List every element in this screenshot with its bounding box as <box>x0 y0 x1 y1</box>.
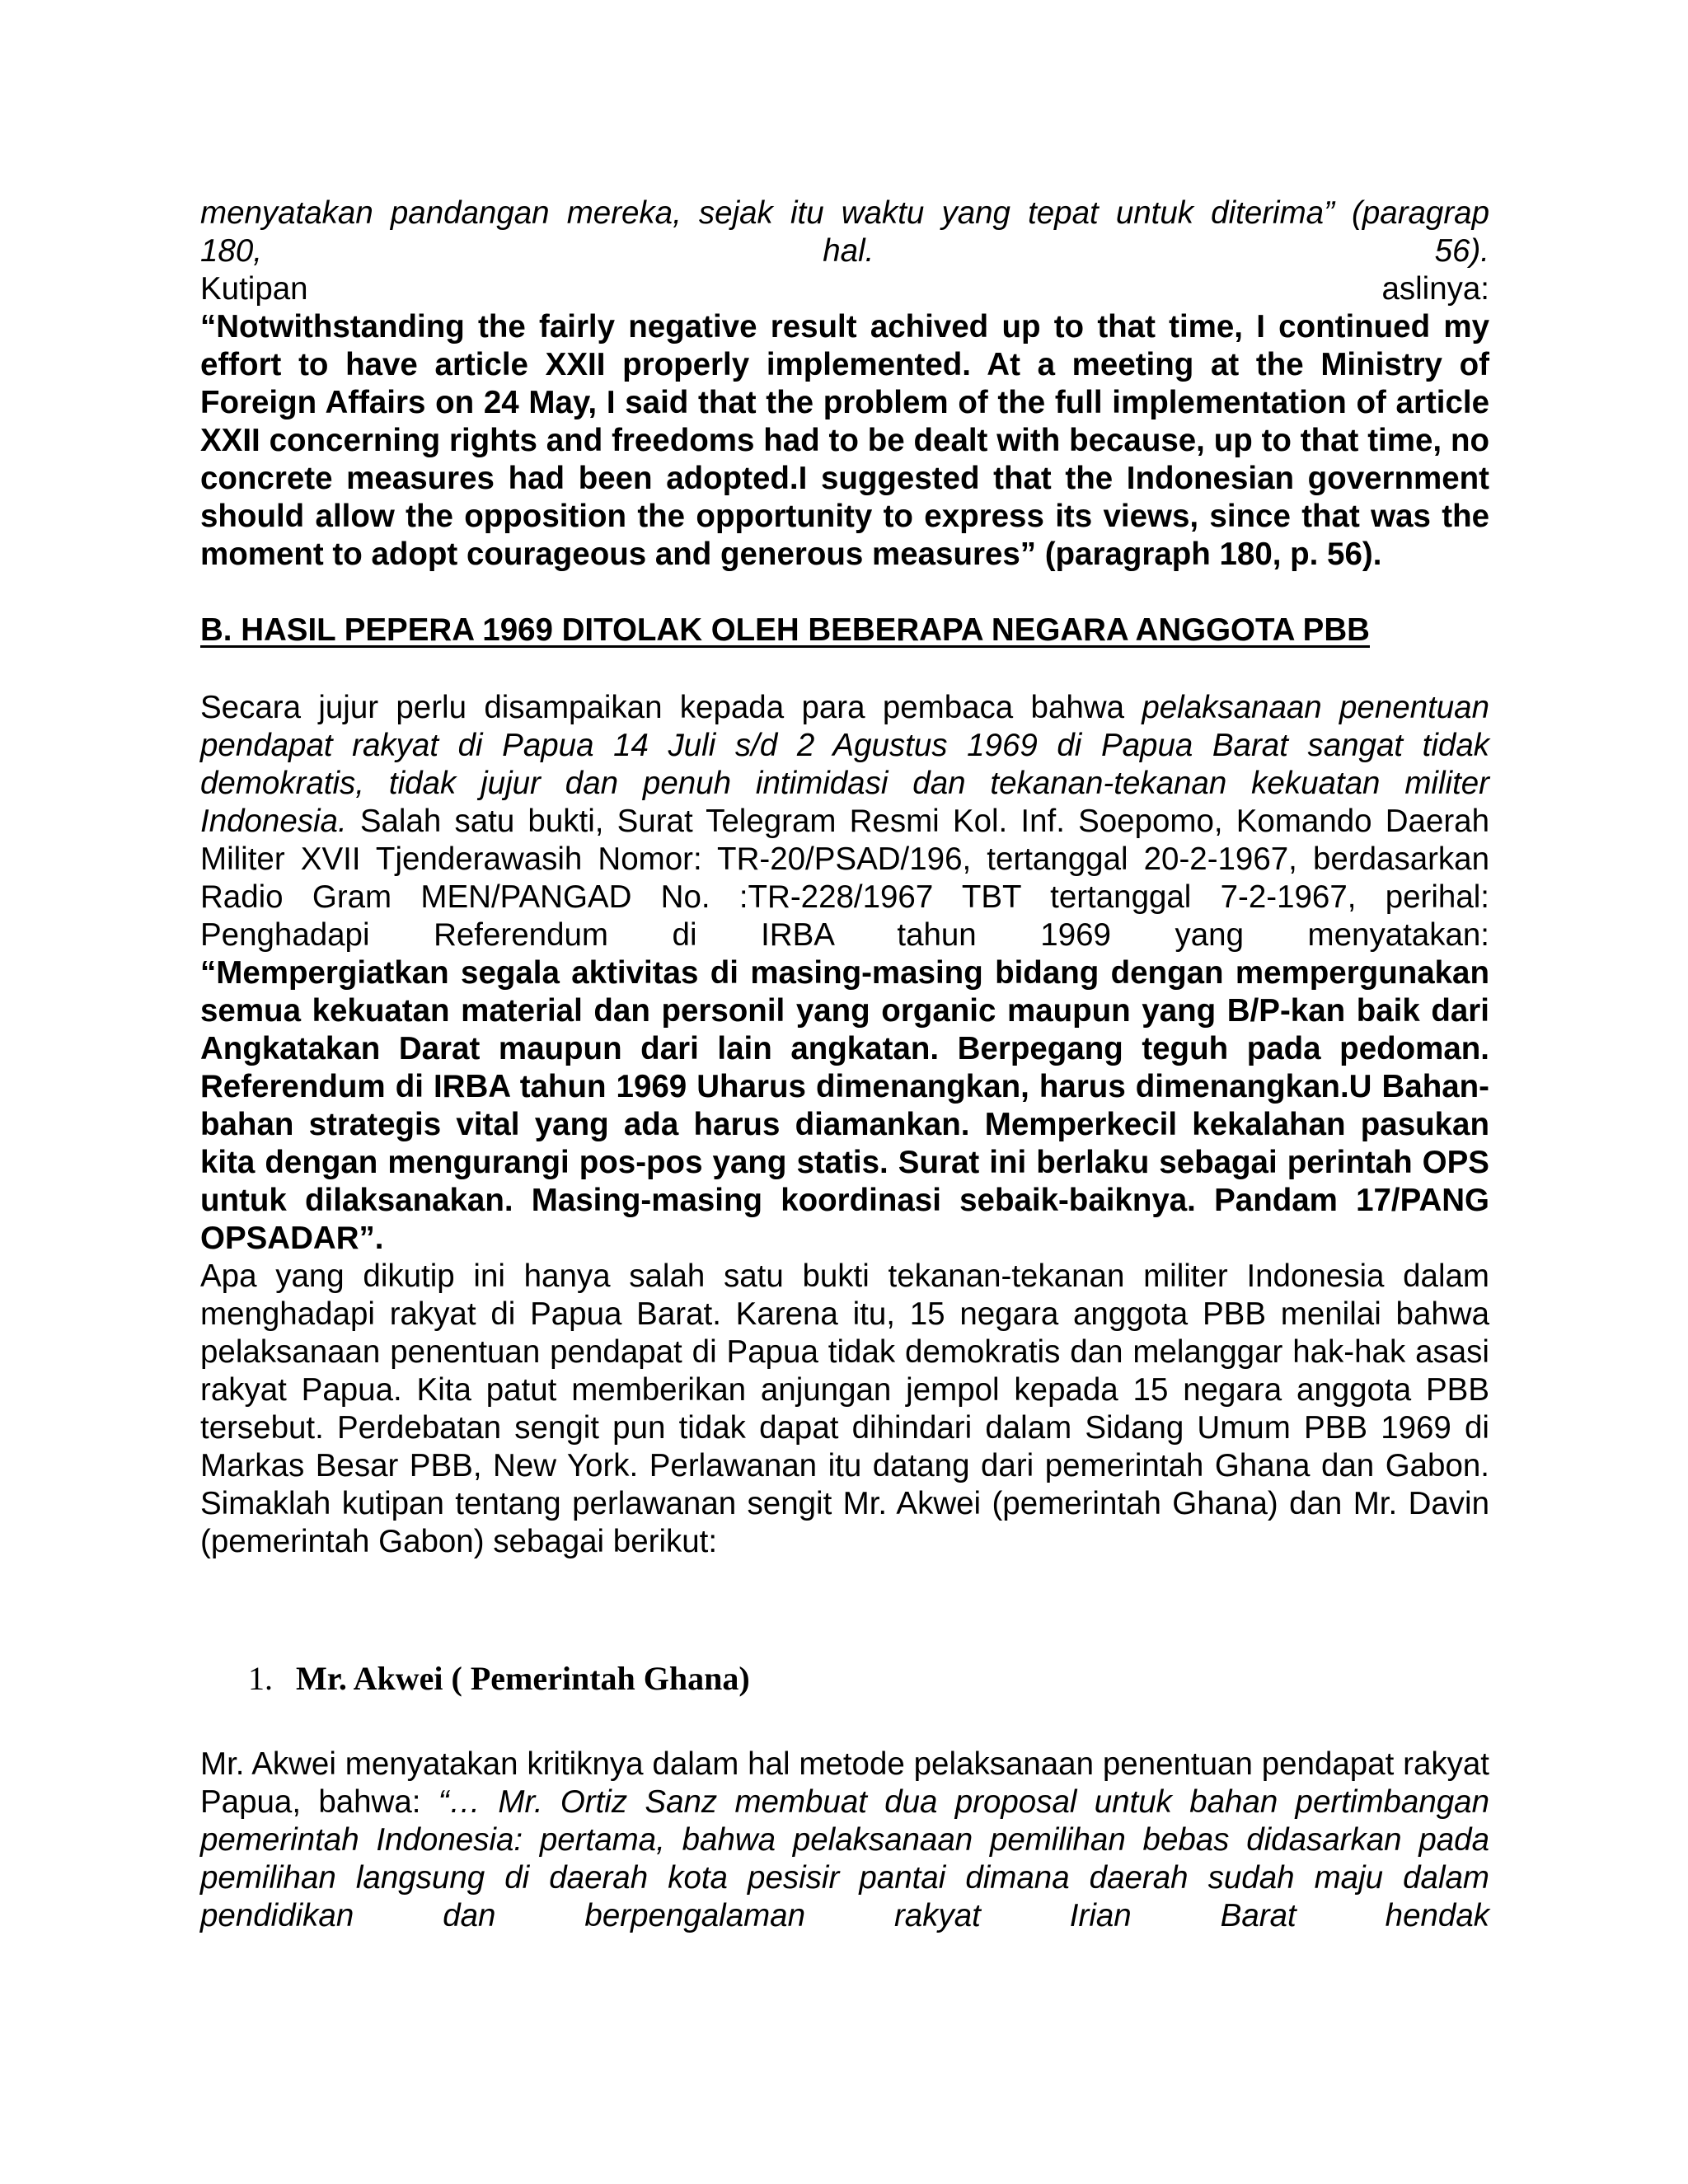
list-title: Mr. Akwei ( Pemerintah Ghana) <box>296 1660 750 1697</box>
paragraph-text: Salah satu bukti, Surat Telegram Resmi Kol. Inf. Soepomo, Komando Daerah Militer XVII Tjenderawasih Nomor: TR-20/PSAD/196, tertanggal 20-2-1967, berdasarkan Radio Gram MEN/PANGAD No. :TR-228/1967 TBT tertanggal 7-2-1967, perihal: Penghadapi Referendum di IRBA tahun 1969 yang menyatakan: <box>200 804 1489 953</box>
paragraph: Apa yang dikutip ini hanya salah satu bukti tekanan-tekanan militer Indonesia dalam menghadapi rakyat di Papua Barat. Karena itu, 15 negara anggota PBB menilai bahwa pelaksanaan penentuan pendapat di Papua tidak demokratis dan melanggar hak-hak asasi rakyat Papua. Kita patut memberikan anjungan jempol kepada 15 negara anggota PBB tersebut. Perdebatan sengit pun tidak dapat dihindari dalam Sidang Umum PBB 1969 di Markas Besar PBB, New York. Perlawanan itu datang dari pemerintah Ghana dan Gabon. Simaklah kutipan tentang perlawanan sengit Mr. Akwei (pemerintah Ghana) dan Mr. Davin (pemerintah Gabon) sebagai berikut: <box>200 1258 1489 1559</box>
english-quote: “Notwithstanding the fairly negative result achived up to that time, I continued my effort to have article XXII properly implemented. At a meeting at the Ministry of Foreign Affairs on 24 May, I said that the problem of the full implementation of article XXII concerning rights and freedoms had to be dealt with because, up to that time, no concrete measures had been adopted.I suggested that the Indonesian government should allow the opposition the opportunity to express its views, since that was the moment to adopt courageous and generous measures” (paragraph 180, p. 56). <box>200 309 1489 572</box>
paragraph <box>200 689 1489 954</box>
list-number: 1. <box>248 1660 273 1697</box>
telegram-quote: “Mempergiatkan segala aktivitas di masing-masing bidang dengan mempergunakan semua kekuatan material dan personil yang organic maupun yang B/P-kan baik dari Angkatakan Darat maupun dari lain angkatan. Berpegang teguh pada pedoman. Referendum di IRBA tahun 1969 Uharus dimenangkan, harus dimenangkan.U Bahan-bahan strategis vital yang ada harus diamankan. Memperkecil kekalahan pasukan kita dengan mengurangi pos-pos yang statis. Surat ini berlaku sebagai perintah OPS untuk dilaksanakan. Masing-masing koordinasi sebaik-baiknya. Pandam 17/PANG OPSADAR”. <box>200 955 1489 1256</box>
list-item <box>248 1660 1489 1698</box>
text-line: Kutipan aslinya: <box>200 271 1489 307</box>
document-page <box>200 194 1489 1935</box>
text-line: menyatakan pandangan mereka, sejak itu waktu yang tepat untuk diterima” (paragrap <box>200 195 1489 231</box>
paragraph <box>200 1746 1489 1935</box>
paragraph-italic-text: “… Mr. Ortiz Sanz membuat dua proposal untuk bahan pertimbangan pemerintah Indonesia: pertama, bahwa pelaksanaan pemilihan bebas didasarkan pada pemilihan langsung di daerah kota pesisir pantai dimana daerah sudah maju dalam pendidikan dan berpengalaman rakyat Irian Barat hendak <box>200 1784 1489 1933</box>
paragraph-text: Secara jujur perlu disampaikan kepada para pembaca bahwa <box>200 690 1142 725</box>
paragraph-italic-text: pelaksanaan penentuan pendapat rakyat di Papua 14 Juli s/d 2 Agustus 1969 di Papua Barat sangat tidak demokratis, tidak jujur dan penuh intimidasi dan tekanan-tekanan kekuatan militer Indonesia. <box>200 690 1489 839</box>
paragraph-text: Mr. Akwei menyatakan kritiknya dalam hal metode pelaksanaan penentuan pendapat rakyat Papua, bahwa: <box>200 1746 1489 1820</box>
section-heading: B. HASIL PEPERA 1969 DITOLAK OLEH BEBERAPA NEGARA ANGGOTA PBB <box>200 612 1370 648</box>
text-line: 180, hal. 56). <box>200 233 1489 269</box>
